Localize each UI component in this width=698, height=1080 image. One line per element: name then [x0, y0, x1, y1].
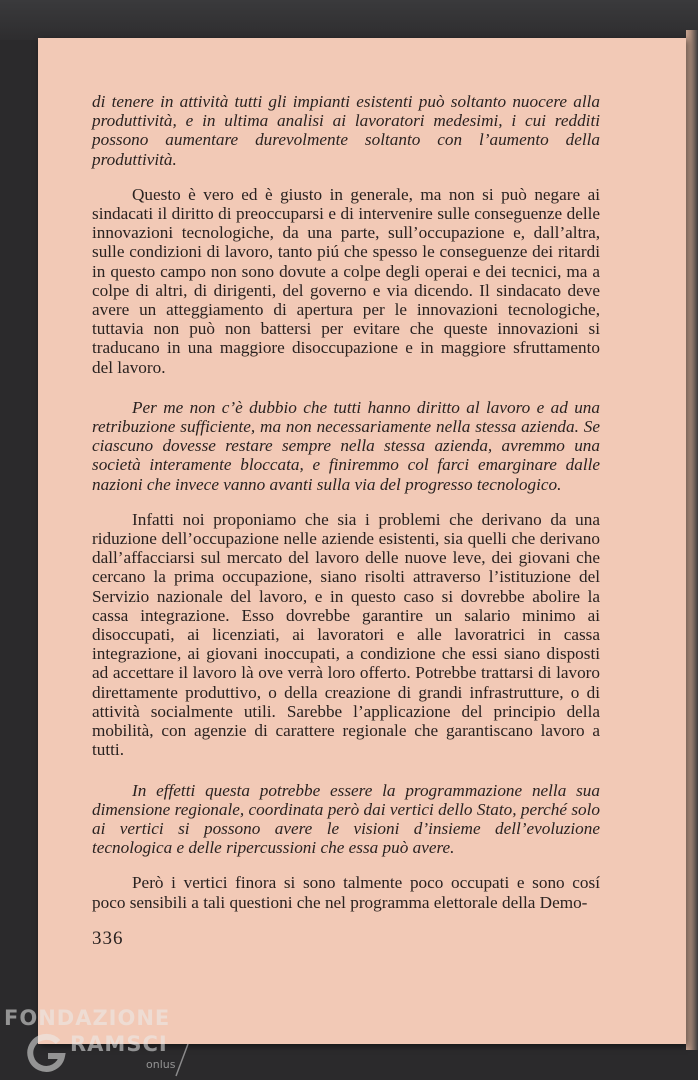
- watermark-line1: FONDAZIONE: [4, 1006, 171, 1030]
- paragraph-3: Per me non c’è dubbio che tutti hanno diritto al lavoro e ad una retribuzione sufficiente, ma non necessariamente nella stessa azienda. Se ciascuno dovesse restare sempre nella stessa azienda, avremmo una società interamente bloccata, e finiremmo col farci emarginare dalle nazioni che invece vanno avanti sulla via del progresso tecnologico.: [92, 397, 600, 494]
- paragraph-2: Questo è vero ed è giusto in generale, ma non si può negare ai sindacati il diritto di preoccuparsi e di intervenire sulle conseguenze delle innovazioni tecnologiche, da una parte, sull’occupazione e, dall’altra, sulle condizioni di lavoro, tanto piú che spesso le conseguenze dei ritardi in questo campo non sono dovute a colpe degli operai e dei tecnici, ma a colpe di altri, di dirigenti, del governo e via dicendo. Il sindacato deve avere un atteggiamento di apertura per le innovazioni tecnologiche, tuttavia non può non battersi per evitare che queste innovazioni si traducano in una maggiore disoccupazione e in maggiore sfruttamento del lavoro.: [92, 184, 600, 377]
- scan-background: [0, 0, 698, 40]
- paragraph-5: In effetti questa potrebbe essere la programmazione nella sua dimensione regionale, coordinata però dai vertici dello Stato, perché solo ai vertici si possono avere le visioni d’insieme dell’evoluzione tecnologica e delle ripercussioni che essa può avere.: [92, 780, 600, 858]
- fondazione-gramsci-watermark: [0, 1002, 200, 1080]
- gramsci-g-icon: [26, 1032, 68, 1074]
- page-edge: [686, 30, 698, 1050]
- watermark-line2: RAMSCI: [70, 1032, 168, 1056]
- page-body: [92, 92, 600, 912]
- paragraph-6: Però i vertici finora si sono talmente poco occupati e sono cosí poco sensibili a tali questioni che nel programma elettorale della Demo-: [92, 873, 600, 912]
- paragraph-4: Infatti noi proponiamo che sia i problemi che derivano da una riduzione dell’occupazione nelle aziende esistenti, sia quelli che derivano dall’affacciarsi sul mercato del lavoro delle nuove leve, dei giovani che cercano la prima occupazione, siano risolti attraverso l’istituzione del Servizio nazionale del lavoro, e in questo caso si dovrebbe abolire la cassa integrazione. Esso dovrebbe garantire un salario minimo ai disoccupati, ai licenziati, ai lavoratori e alle lavoratrici in cassa integrazione, ai giovani inoccupati, a condizione che essi siano disposti ad accettare il lavoro là ove verrà loro offerto. Potrebbe trattarsi di lavoro direttamente produttivo, o della creazione di grandi infrastrutture, o di attività socialmente utili. Sarebbe l’applicazione del principio della mobilità, con agenzie di carattere regionale che garantiscano lavoro a tutti.: [92, 509, 600, 760]
- paragraph-1: di tenere in attività tutti gli impianti esistenti può soltanto nuocere alla produttività, e in ultima analisi ai lavoratori medesimi, i cui redditi possono aumentare durevolmente soltanto con l’aumento della produttività.: [92, 92, 600, 169]
- watermark-suffix: onlus: [146, 1058, 176, 1071]
- page-number: 336: [92, 928, 124, 949]
